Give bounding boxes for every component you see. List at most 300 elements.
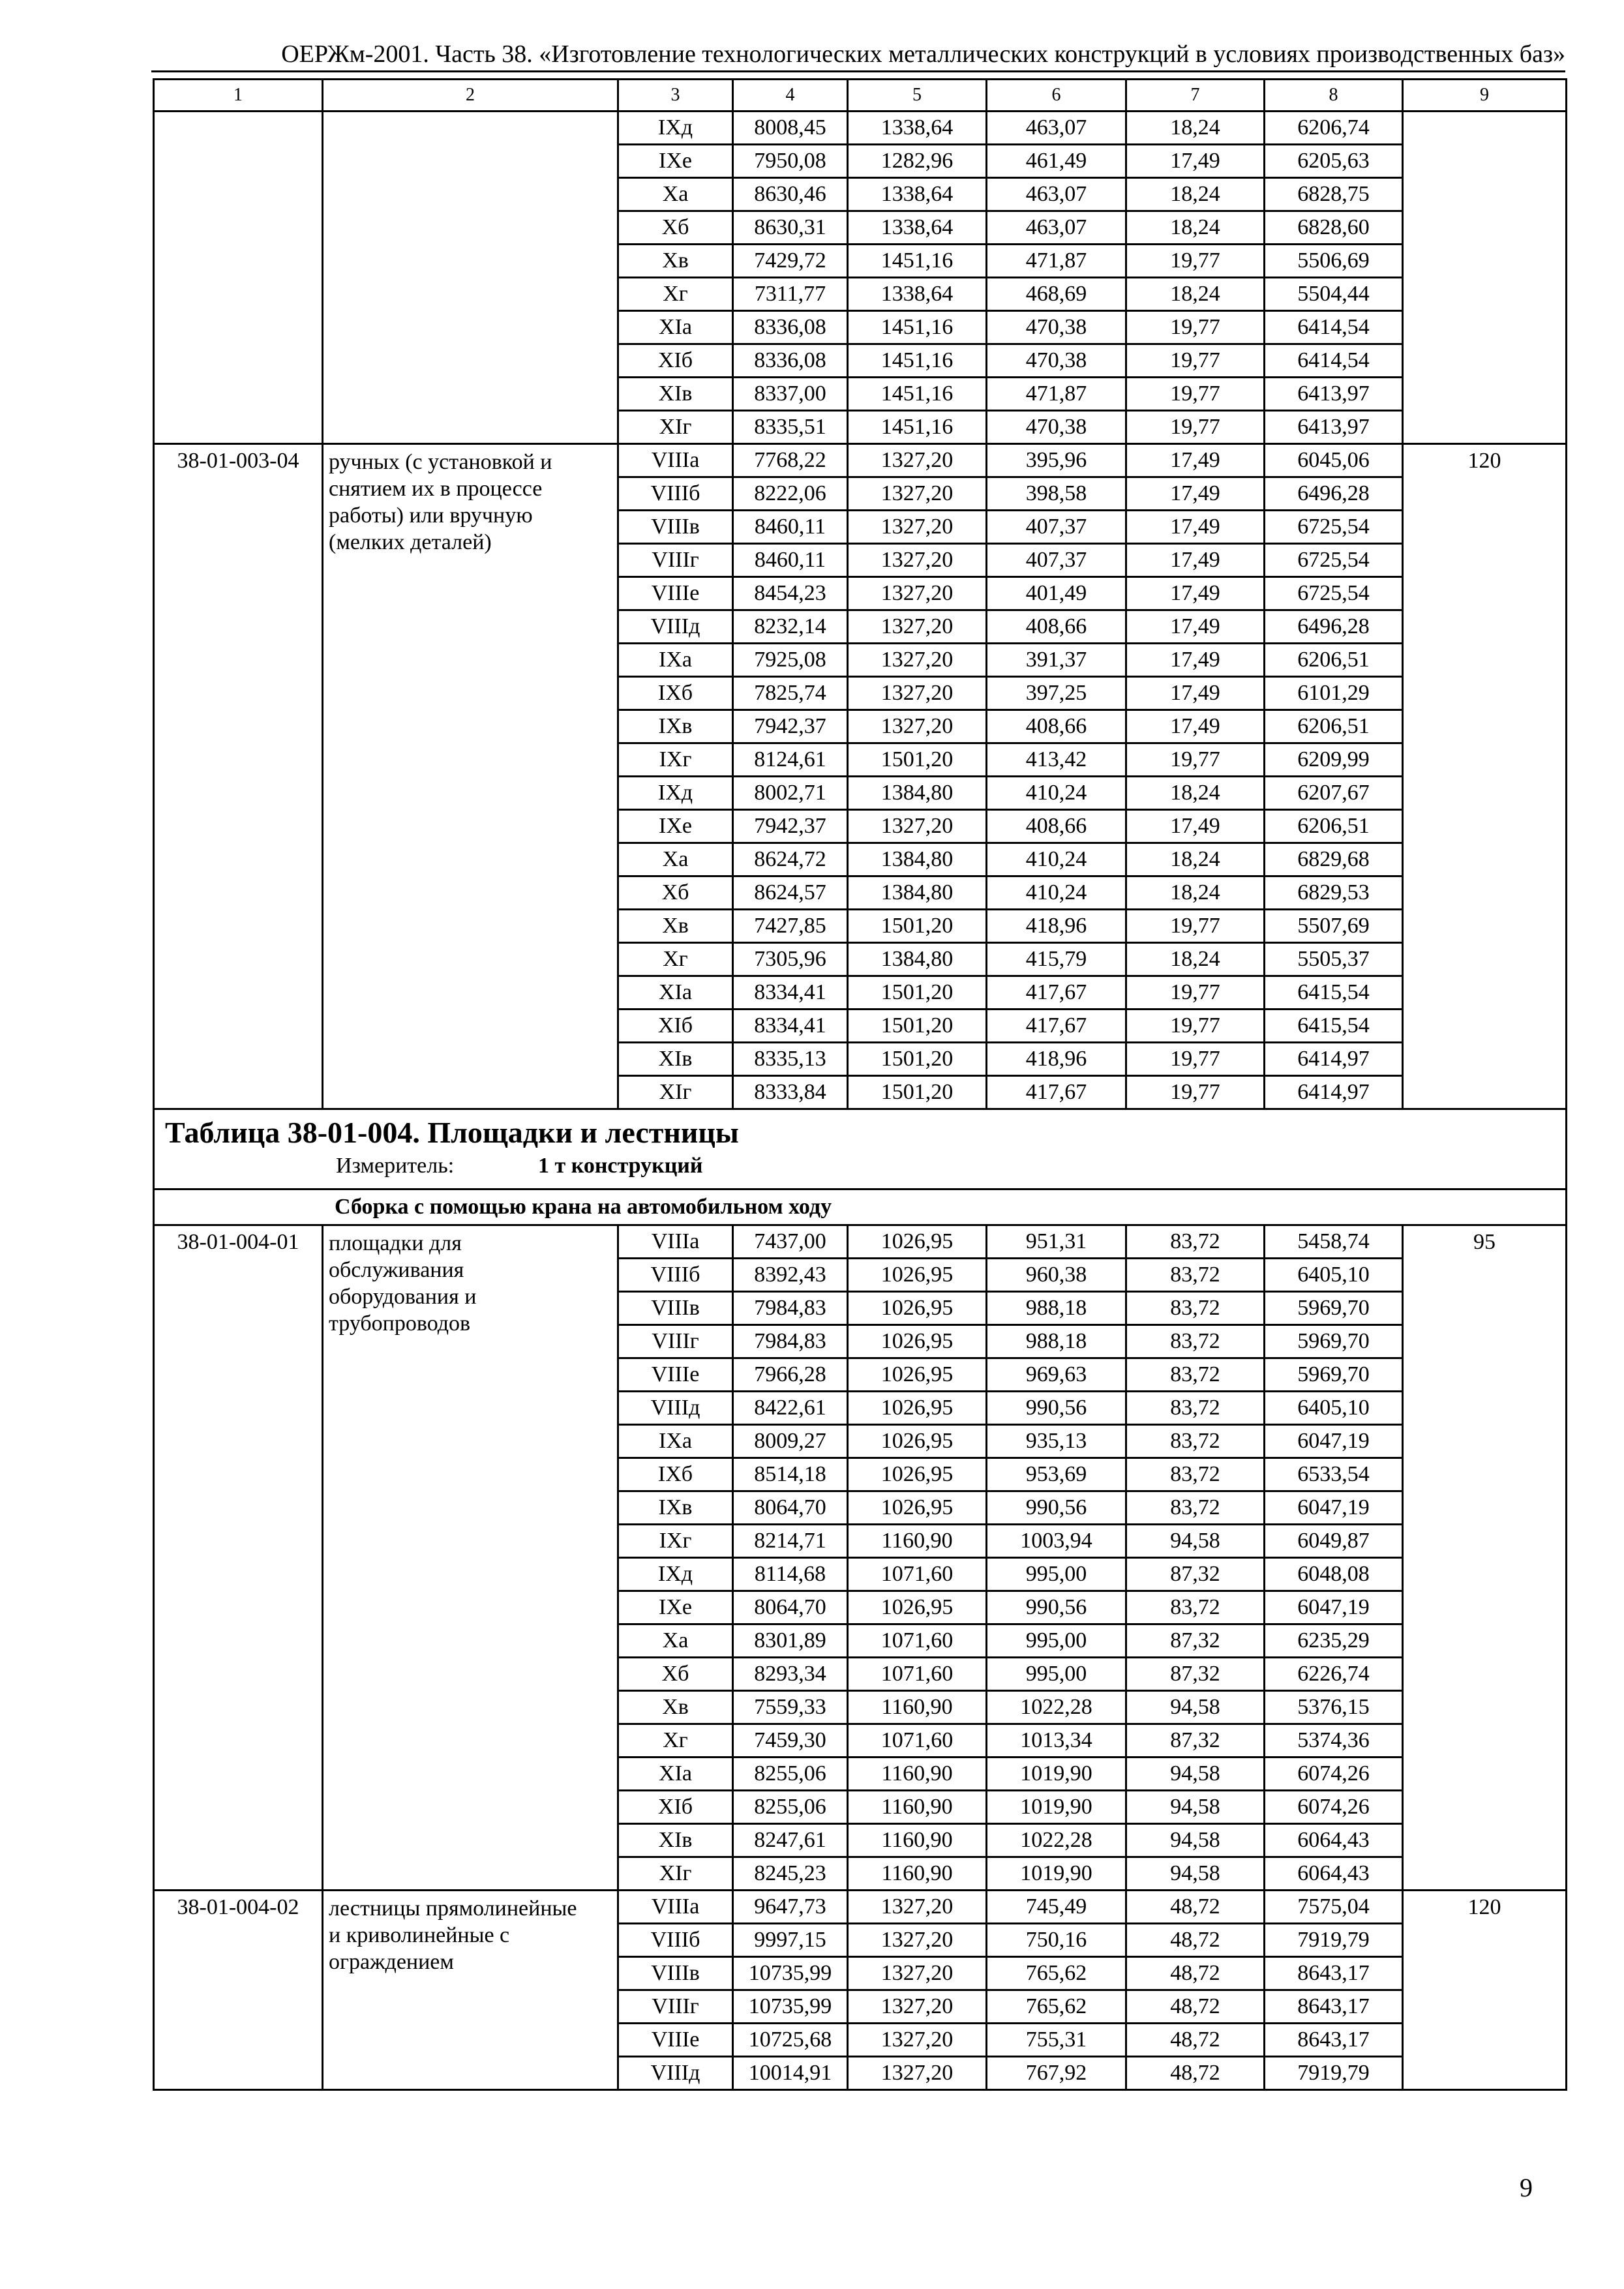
region-code: IХе <box>618 145 733 178</box>
machine-cost: 1022,28 <box>987 1691 1126 1724</box>
machinist-wage: 48,72 <box>1126 1924 1265 1957</box>
labor-cost: 1501,20 <box>848 1076 987 1109</box>
machine-cost: 995,00 <box>987 1658 1126 1691</box>
total-cost: 8232,14 <box>733 610 848 644</box>
machinist-wage: 19,77 <box>1126 245 1265 278</box>
column-number: 8 <box>1265 80 1403 112</box>
materials-cost: 6828,60 <box>1265 211 1403 245</box>
machinist-wage: 19,77 <box>1126 1076 1265 1109</box>
materials-cost: 6206,51 <box>1265 810 1403 843</box>
region-code: IХе <box>618 810 733 843</box>
materials-cost: 5969,70 <box>1265 1292 1403 1325</box>
labor-cost: 1160,90 <box>848 1525 987 1558</box>
overhead-percent <box>1403 112 1567 444</box>
region-code: IХа <box>618 1425 733 1458</box>
region-code: VIIIа <box>618 444 733 477</box>
labor-cost: 1026,95 <box>848 1491 987 1525</box>
materials-cost: 6048,08 <box>1265 1558 1403 1591</box>
machinist-wage: 83,72 <box>1126 1292 1265 1325</box>
total-cost: 8064,70 <box>733 1491 848 1525</box>
region-code: ХIа <box>618 311 733 344</box>
region-code: Ха <box>618 1624 733 1658</box>
region-code: IХд <box>618 777 733 810</box>
machinist-wage: 18,24 <box>1126 843 1265 876</box>
machinist-wage: 17,49 <box>1126 444 1265 477</box>
machinist-wage: 83,72 <box>1126 1325 1265 1358</box>
region-code: VIIIа <box>618 1891 733 1924</box>
machine-cost: 413,42 <box>987 743 1126 777</box>
machine-cost: 988,18 <box>987 1292 1126 1325</box>
machinist-wage: 19,77 <box>1126 1010 1265 1043</box>
table-row <box>154 1891 1567 1924</box>
region-code: VIIIв <box>618 1292 733 1325</box>
labor-cost: 1451,16 <box>848 378 987 411</box>
machine-cost: 397,25 <box>987 677 1126 710</box>
machine-cost: 461,49 <box>987 145 1126 178</box>
region-code: ХIв <box>618 1824 733 1857</box>
total-cost: 9647,73 <box>733 1891 848 1924</box>
region-code: Хг <box>618 943 733 976</box>
total-cost: 9997,15 <box>733 1924 848 1957</box>
machinist-wage: 19,77 <box>1126 411 1265 444</box>
total-cost: 8336,08 <box>733 344 848 378</box>
region-code: ХIг <box>618 411 733 444</box>
machinist-wage: 18,24 <box>1126 777 1265 810</box>
table-title-row <box>154 1109 1567 1189</box>
machine-cost: 418,96 <box>987 1043 1126 1076</box>
machine-cost: 410,24 <box>987 843 1126 876</box>
materials-cost: 6205,63 <box>1265 145 1403 178</box>
region-code: IХд <box>618 1558 733 1591</box>
machinist-wage: 83,72 <box>1126 1392 1265 1425</box>
column-number: 5 <box>848 80 987 112</box>
rate-code: 38-01-004-01 <box>154 1225 323 1891</box>
machinist-wage: 18,24 <box>1126 876 1265 910</box>
machine-cost: 935,13 <box>987 1425 1126 1458</box>
machinist-wage: 83,72 <box>1126 1225 1265 1259</box>
materials-cost: 6414,97 <box>1265 1043 1403 1076</box>
labor-cost: 1384,80 <box>848 843 987 876</box>
materials-cost: 5969,70 <box>1265 1325 1403 1358</box>
labor-cost: 1026,95 <box>848 1292 987 1325</box>
machine-cost: 988,18 <box>987 1325 1126 1358</box>
total-cost: 8124,61 <box>733 743 848 777</box>
materials-cost: 7575,04 <box>1265 1891 1403 1924</box>
machinist-wage: 19,77 <box>1126 743 1265 777</box>
total-cost: 7925,08 <box>733 644 848 677</box>
materials-cost: 6045,06 <box>1265 444 1403 477</box>
labor-cost: 1071,60 <box>848 1558 987 1591</box>
machine-cost: 995,00 <box>987 1558 1126 1591</box>
labor-cost: 1026,95 <box>848 1225 987 1259</box>
description-line: ограждением <box>329 1950 454 1974</box>
machine-cost: 407,37 <box>987 511 1126 544</box>
materials-cost: 6235,29 <box>1265 1624 1403 1658</box>
materials-cost: 6064,43 <box>1265 1857 1403 1891</box>
region-code: VIIIд <box>618 1392 733 1425</box>
total-cost: 8009,27 <box>733 1425 848 1458</box>
total-cost: 7305,96 <box>733 943 848 976</box>
machinist-wage: 87,32 <box>1126 1724 1265 1758</box>
total-cost: 8334,41 <box>733 976 848 1010</box>
total-cost: 7984,83 <box>733 1292 848 1325</box>
machine-cost: 951,31 <box>987 1225 1126 1259</box>
materials-cost: 6074,26 <box>1265 1758 1403 1791</box>
rate-code: 38-01-003-04 <box>154 444 323 1109</box>
total-cost: 8335,13 <box>733 1043 848 1076</box>
measure-unit <box>165 1152 1565 1180</box>
machine-cost: 765,62 <box>987 1957 1126 1990</box>
total-cost: 8337,00 <box>733 378 848 411</box>
labor-cost: 1327,20 <box>848 2057 987 2090</box>
total-cost: 7427,85 <box>733 910 848 943</box>
labor-cost: 1501,20 <box>848 976 987 1010</box>
labor-cost: 1501,20 <box>848 1043 987 1076</box>
materials-cost: 6405,10 <box>1265 1392 1403 1425</box>
labor-cost: 1327,20 <box>848 444 987 477</box>
machinist-wage: 17,49 <box>1126 710 1265 743</box>
materials-cost: 6206,51 <box>1265 710 1403 743</box>
description-line: ручных (с установкой и <box>329 450 552 474</box>
page-header: ОЕРЖм-2001. Часть 38. «Изготовление технологических металлических конструкций в условиях производственных баз» <box>281 40 1565 68</box>
machinist-wage: 18,24 <box>1126 943 1265 976</box>
description-line: лестницы прямолинейные <box>329 1896 577 1921</box>
region-code: ХIб <box>618 1010 733 1043</box>
materials-cost: 5506,69 <box>1265 245 1403 278</box>
machinist-wage: 83,72 <box>1126 1458 1265 1491</box>
measure-unit-value: 1 т конструкций <box>538 1154 703 1178</box>
labor-cost: 1026,95 <box>848 1259 987 1292</box>
machinist-wage: 17,49 <box>1126 610 1265 644</box>
total-cost: 8002,71 <box>733 777 848 810</box>
region-code: VIIIд <box>618 610 733 644</box>
total-cost: 8293,34 <box>733 1658 848 1691</box>
materials-cost: 6414,54 <box>1265 311 1403 344</box>
machinist-wage: 19,77 <box>1126 976 1265 1010</box>
total-cost: 8333,84 <box>733 1076 848 1109</box>
materials-cost: 8643,17 <box>1265 1990 1403 2024</box>
total-cost: 7559,33 <box>733 1691 848 1724</box>
description-line: оборудования и <box>329 1285 477 1309</box>
region-code: VIIIб <box>618 1259 733 1292</box>
total-cost: 8214,71 <box>733 1525 848 1558</box>
region-code: Хг <box>618 278 733 311</box>
region-code: ХIг <box>618 1857 733 1891</box>
materials-cost: 6209,99 <box>1265 743 1403 777</box>
total-cost: 8392,43 <box>733 1259 848 1292</box>
machine-cost: 1019,90 <box>987 1758 1126 1791</box>
machine-cost: 408,66 <box>987 810 1126 843</box>
machinist-wage: 17,49 <box>1126 644 1265 677</box>
labor-cost: 1327,20 <box>848 1891 987 1924</box>
labor-cost: 1026,95 <box>848 1591 987 1624</box>
rate-code: 38-01-004-02 <box>154 1891 323 2090</box>
materials-cost: 5374,36 <box>1265 1724 1403 1758</box>
machine-cost: 410,24 <box>987 777 1126 810</box>
region-code: VIIIе <box>618 577 733 610</box>
labor-cost: 1160,90 <box>848 1791 987 1824</box>
machine-cost: 463,07 <box>987 112 1126 145</box>
labor-cost: 1451,16 <box>848 411 987 444</box>
materials-cost: 6206,74 <box>1265 112 1403 145</box>
region-code: IХг <box>618 1525 733 1558</box>
total-cost: 8460,11 <box>733 511 848 544</box>
total-cost: 7311,77 <box>733 278 848 311</box>
machine-cost: 765,62 <box>987 1990 1126 2024</box>
region-code: VIIIг <box>618 544 733 577</box>
machinist-wage: 94,58 <box>1126 1758 1265 1791</box>
labor-cost: 1451,16 <box>848 344 987 378</box>
region-code: IХв <box>618 1491 733 1525</box>
section-heading: Сборка с помощью крана на автомобильном ходу <box>154 1189 1567 1225</box>
machine-cost: 391,37 <box>987 644 1126 677</box>
region-code: Хв <box>618 1691 733 1724</box>
total-cost: 7768,22 <box>733 444 848 477</box>
machine-cost: 463,07 <box>987 178 1126 211</box>
machine-cost: 990,56 <box>987 1392 1126 1425</box>
total-cost: 8247,61 <box>733 1824 848 1857</box>
materials-cost: 6829,53 <box>1265 876 1403 910</box>
machine-cost: 407,37 <box>987 544 1126 577</box>
description-line: трубопроводов <box>329 1311 471 1336</box>
labor-cost: 1338,64 <box>848 211 987 245</box>
machine-cost: 1019,90 <box>987 1791 1126 1824</box>
work-description <box>323 1891 618 2090</box>
labor-cost: 1327,20 <box>848 544 987 577</box>
labor-cost: 1501,20 <box>848 743 987 777</box>
overhead-percent: 120 <box>1403 1891 1567 2090</box>
rate-code <box>154 112 323 444</box>
total-cost: 8624,57 <box>733 876 848 910</box>
machine-cost: 767,92 <box>987 2057 1126 2090</box>
region-code: ХIб <box>618 1791 733 1824</box>
materials-cost: 5507,69 <box>1265 910 1403 943</box>
column-number: 2 <box>323 80 618 112</box>
machinist-wage: 87,32 <box>1126 1624 1265 1658</box>
total-cost: 8255,06 <box>733 1791 848 1824</box>
region-code: IХе <box>618 1591 733 1624</box>
machinist-wage: 17,49 <box>1126 577 1265 610</box>
labor-cost: 1384,80 <box>848 777 987 810</box>
labor-cost: 1026,95 <box>848 1425 987 1458</box>
machinist-wage: 17,49 <box>1126 810 1265 843</box>
machine-cost: 417,67 <box>987 1076 1126 1109</box>
machinist-wage: 18,24 <box>1126 278 1265 311</box>
machinist-wage: 94,58 <box>1126 1824 1265 1857</box>
region-code: IХб <box>618 677 733 710</box>
total-cost: 7459,30 <box>733 1724 848 1758</box>
materials-cost: 6074,26 <box>1265 1791 1403 1824</box>
region-code: Хг <box>618 1724 733 1758</box>
region-code: ХIв <box>618 378 733 411</box>
labor-cost: 1026,95 <box>848 1392 987 1425</box>
labor-cost: 1327,20 <box>848 677 987 710</box>
materials-cost: 6413,97 <box>1265 411 1403 444</box>
labor-cost: 1160,90 <box>848 1824 987 1857</box>
labor-cost: 1026,95 <box>848 1325 987 1358</box>
labor-cost: 1160,90 <box>848 1691 987 1724</box>
labor-cost: 1338,64 <box>848 178 987 211</box>
labor-cost: 1327,20 <box>848 477 987 511</box>
table-title: Таблица 38-01-004. Площадки и лестницы <box>165 1116 739 1149</box>
labor-cost: 1384,80 <box>848 943 987 976</box>
labor-cost: 1451,16 <box>848 311 987 344</box>
machinist-wage: 48,72 <box>1126 2024 1265 2057</box>
machine-cost: 969,63 <box>987 1358 1126 1392</box>
labor-cost: 1327,20 <box>848 810 987 843</box>
labor-cost: 1160,90 <box>848 1857 987 1891</box>
region-code: VIIIб <box>618 1924 733 1957</box>
header-rule <box>151 70 1565 72</box>
total-cost: 7437,00 <box>733 1225 848 1259</box>
machine-cost: 418,96 <box>987 910 1126 943</box>
machine-cost: 463,07 <box>987 211 1126 245</box>
machinist-wage: 94,58 <box>1126 1857 1265 1891</box>
labor-cost: 1071,60 <box>848 1624 987 1658</box>
total-cost: 8630,31 <box>733 211 848 245</box>
overhead-percent: 120 <box>1403 444 1567 1109</box>
materials-cost: 6725,54 <box>1265 544 1403 577</box>
machinist-wage: 19,77 <box>1126 378 1265 411</box>
machine-cost: 468,69 <box>987 278 1126 311</box>
measure-unit-label: Измеритель: <box>336 1154 455 1178</box>
machine-cost: 960,38 <box>987 1259 1126 1292</box>
materials-cost: 5969,70 <box>1265 1358 1403 1392</box>
total-cost: 8064,70 <box>733 1591 848 1624</box>
machinist-wage: 83,72 <box>1126 1425 1265 1458</box>
labor-cost: 1327,20 <box>848 2024 987 2057</box>
description-line: площадки для <box>329 1231 462 1255</box>
materials-cost: 6533,54 <box>1265 1458 1403 1491</box>
materials-cost: 6064,43 <box>1265 1824 1403 1857</box>
machinist-wage: 18,24 <box>1126 112 1265 145</box>
machinist-wage: 18,24 <box>1126 178 1265 211</box>
column-number-row <box>154 80 1567 112</box>
labor-cost: 1501,20 <box>848 910 987 943</box>
total-cost: 8422,61 <box>733 1392 848 1425</box>
materials-cost: 8643,17 <box>1265 2024 1403 2057</box>
column-number: 9 <box>1403 80 1567 112</box>
region-code: IХб <box>618 1458 733 1491</box>
region-code: Ха <box>618 178 733 211</box>
materials-cost: 6405,10 <box>1265 1259 1403 1292</box>
total-cost: 8336,08 <box>733 311 848 344</box>
region-code: Хб <box>618 1658 733 1691</box>
region-code: VIIIг <box>618 1990 733 2024</box>
machinist-wage: 94,58 <box>1126 1691 1265 1724</box>
overhead-percent: 95 <box>1403 1225 1567 1891</box>
machinist-wage: 17,49 <box>1126 145 1265 178</box>
machinist-wage: 83,72 <box>1126 1259 1265 1292</box>
page-number: 9 <box>1520 2173 1533 2202</box>
machinist-wage: 48,72 <box>1126 2057 1265 2090</box>
region-code: Хб <box>618 211 733 245</box>
machinist-wage: 18,24 <box>1126 211 1265 245</box>
machine-cost: 470,38 <box>987 411 1126 444</box>
column-number: 1 <box>154 80 323 112</box>
region-code: ХIг <box>618 1076 733 1109</box>
labor-cost: 1071,60 <box>848 1724 987 1758</box>
total-cost: 8008,45 <box>733 112 848 145</box>
total-cost: 8460,11 <box>733 544 848 577</box>
labor-cost: 1327,20 <box>848 710 987 743</box>
region-code: VIIIв <box>618 1957 733 1990</box>
description-line: снятием их в процессе <box>329 477 543 501</box>
region-code: VIIIб <box>618 477 733 511</box>
column-number: 6 <box>987 80 1126 112</box>
machinist-wage: 19,77 <box>1126 344 1265 378</box>
materials-cost: 5505,37 <box>1265 943 1403 976</box>
materials-cost: 6496,28 <box>1265 610 1403 644</box>
rates-table <box>153 78 1567 2091</box>
machinist-wage: 83,72 <box>1126 1358 1265 1392</box>
machine-cost: 401,49 <box>987 577 1126 610</box>
total-cost: 8255,06 <box>733 1758 848 1791</box>
machine-cost: 750,16 <box>987 1924 1126 1957</box>
labor-cost: 1282,96 <box>848 145 987 178</box>
materials-cost: 6829,68 <box>1265 843 1403 876</box>
labor-cost: 1026,95 <box>848 1358 987 1392</box>
labor-cost: 1327,20 <box>848 1990 987 2024</box>
machinist-wage: 17,49 <box>1126 677 1265 710</box>
machinist-wage: 17,49 <box>1126 511 1265 544</box>
materials-cost: 7919,79 <box>1265 2057 1403 2090</box>
machine-cost: 415,79 <box>987 943 1126 976</box>
machinist-wage: 17,49 <box>1126 477 1265 511</box>
region-code: IХг <box>618 743 733 777</box>
machinist-wage: 94,58 <box>1126 1525 1265 1558</box>
materials-cost: 6415,54 <box>1265 976 1403 1010</box>
total-cost: 7950,08 <box>733 145 848 178</box>
materials-cost: 6828,75 <box>1265 178 1403 211</box>
region-code: ХIа <box>618 976 733 1010</box>
materials-cost: 6101,29 <box>1265 677 1403 710</box>
total-cost: 7984,83 <box>733 1325 848 1358</box>
region-code: VIIIв <box>618 511 733 544</box>
total-cost: 7429,72 <box>733 245 848 278</box>
machinist-wage: 83,72 <box>1126 1491 1265 1525</box>
total-cost: 10735,99 <box>733 1957 848 1990</box>
region-code: VIIIе <box>618 1358 733 1392</box>
total-cost: 10014,91 <box>733 2057 848 2090</box>
machine-cost: 410,24 <box>987 876 1126 910</box>
machine-cost: 990,56 <box>987 1591 1126 1624</box>
work-description <box>323 444 618 1109</box>
region-code: ХIв <box>618 1043 733 1076</box>
materials-cost: 7919,79 <box>1265 1924 1403 1957</box>
total-cost: 8222,06 <box>733 477 848 511</box>
machinist-wage: 48,72 <box>1126 1990 1265 2024</box>
labor-cost: 1327,20 <box>848 511 987 544</box>
materials-cost: 6414,54 <box>1265 344 1403 378</box>
machine-cost: 1022,28 <box>987 1824 1126 1857</box>
machine-cost: 1013,34 <box>987 1724 1126 1758</box>
materials-cost: 6496,28 <box>1265 477 1403 511</box>
region-code: VIIIг <box>618 1325 733 1358</box>
total-cost: 7966,28 <box>733 1358 848 1392</box>
labor-cost: 1338,64 <box>848 278 987 311</box>
machinist-wage: 17,49 <box>1126 544 1265 577</box>
materials-cost: 6207,67 <box>1265 777 1403 810</box>
region-code: Хв <box>618 910 733 943</box>
machine-cost: 417,67 <box>987 1010 1126 1043</box>
machine-cost: 953,69 <box>987 1458 1126 1491</box>
machinist-wage: 19,77 <box>1126 1043 1265 1076</box>
machine-cost: 745,49 <box>987 1891 1126 1924</box>
machine-cost: 408,66 <box>987 610 1126 644</box>
total-cost: 8114,68 <box>733 1558 848 1591</box>
description-line: работы) или вручную <box>329 503 533 528</box>
